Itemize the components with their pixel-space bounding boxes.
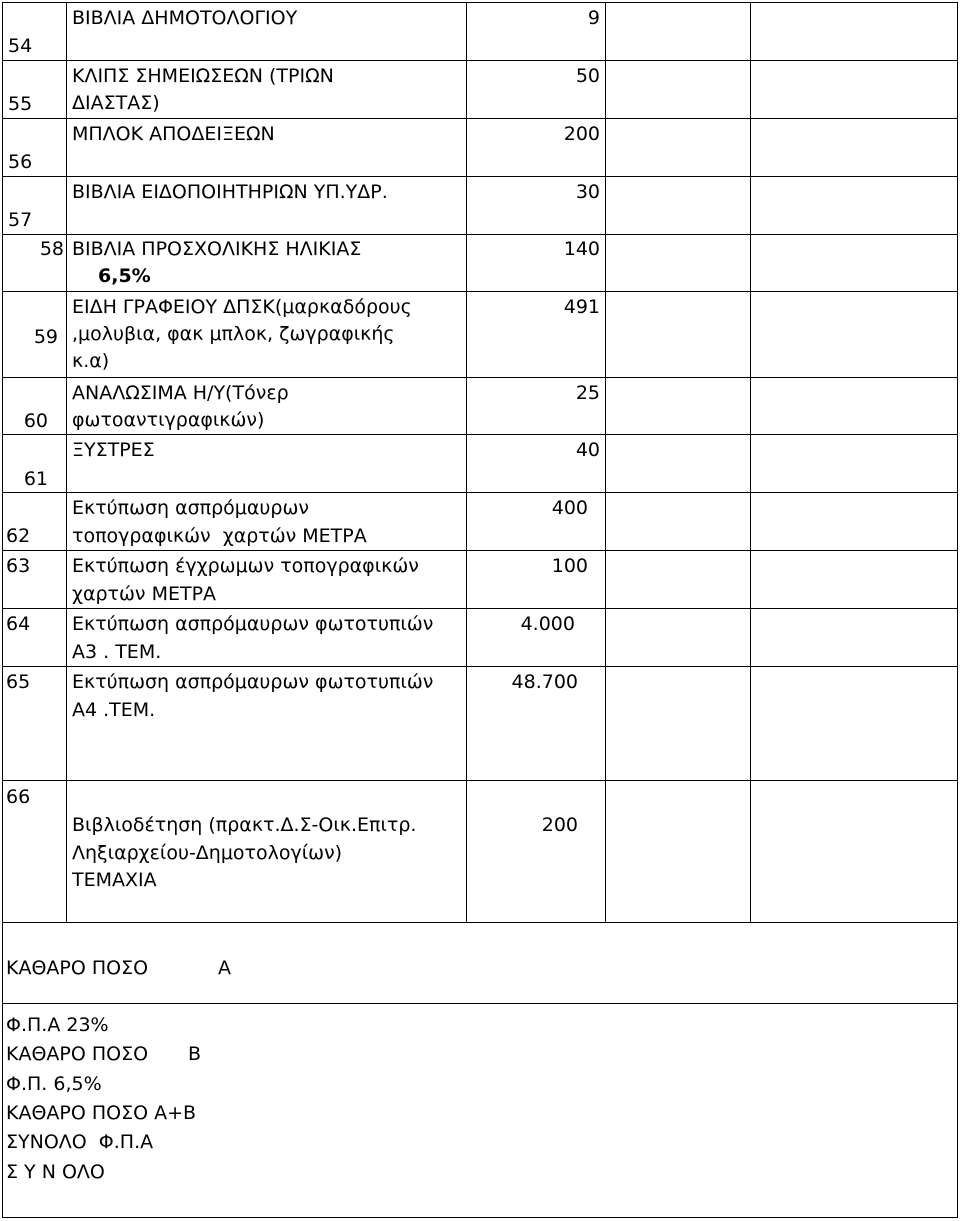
row-description: ΔΙΑΣΤΑΣ)	[72, 92, 160, 114]
row-description: ΤΕΜΑΧΙΑ	[72, 869, 157, 891]
row-quantity: 400	[551, 497, 588, 519]
border-bottom	[2, 1217, 958, 1218]
row-quantity: 491	[563, 296, 600, 318]
row-number: 65	[6, 671, 31, 693]
row-description: Εκτύπωση έγχρωμων τοπογραφικών	[72, 555, 419, 577]
row-number: 54	[8, 35, 33, 57]
row-description: ΑΝΑΛΩΣΙΜΑ Η/Υ(Τόνερ	[72, 382, 289, 404]
vat-23-label: Φ.Π.Α 23%	[6, 1014, 109, 1036]
row-divider	[2, 666, 958, 667]
row-quantity: 40	[575, 439, 600, 461]
row-number: 61	[23, 468, 48, 490]
row-divider	[2, 550, 958, 551]
row-quantity: 100	[551, 555, 588, 577]
vat-total-label: ΣΥΝΟΛΟ Φ.Π.Α	[6, 1131, 154, 1153]
row-quantity: 9	[587, 7, 600, 29]
row-divider	[2, 780, 958, 781]
row-number: 66	[6, 786, 31, 808]
row-divider	[2, 291, 958, 292]
vat-rate-subheader: 6,5%	[98, 265, 151, 287]
row-quantity: 140	[563, 238, 600, 260]
row-number: 64	[6, 613, 31, 635]
row-divider	[2, 434, 958, 435]
border-top	[2, 2, 958, 3]
row-divider	[2, 60, 958, 61]
row-number: 59	[33, 326, 58, 348]
row-description: ΒΙΒΛΙΑ ΔΗΜΟΤΟΛΟΓΙΟΥ	[72, 7, 298, 29]
row-quantity: 200	[541, 814, 578, 836]
row-divider	[2, 492, 958, 493]
row-description: χαρτών ΜΕΤΡΑ	[72, 583, 217, 605]
row-divider	[2, 922, 958, 923]
row-description: ΒΙΒΛΙΑ ΠΡΟΣΧΟΛΙΚΗΣ ΗΛΙΚΙΑΣ	[72, 238, 362, 260]
row-description: Α3 . ΤΕΜ.	[72, 641, 162, 663]
row-number: 57	[8, 209, 33, 231]
row-description: Εκτύπωση ασπρόμαυρων φωτοτυπιών	[72, 671, 434, 693]
border-right	[957, 2, 958, 1218]
row-number: 56	[8, 151, 33, 173]
col-divider-3	[605, 2, 606, 923]
net-amount-a-letter: Α	[218, 957, 231, 979]
row-divider	[2, 176, 958, 177]
row-quantity: 4.000	[520, 613, 575, 635]
col-divider-2	[466, 2, 467, 923]
row-divider	[2, 118, 958, 119]
row-quantity: 48.700	[511, 671, 578, 693]
row-quantity: 50	[575, 65, 600, 87]
row-divider	[2, 234, 958, 235]
row-description: Εκτύπωση ασπρόμαυρων	[72, 497, 309, 519]
row-divider	[2, 377, 958, 378]
row-number: 58	[39, 238, 64, 260]
row-quantity: 25	[575, 382, 600, 404]
row-description: ΜΠΛΟΚ ΑΠΟΔΕΙΞΕΩΝ	[72, 123, 275, 145]
vat-6-5-label: Φ.Π. 6,5%	[6, 1073, 102, 1095]
net-amount-a-label: ΚΑΘΑΡΟ ΠΟΣΟ	[6, 957, 149, 979]
border-left	[2, 2, 3, 1218]
row-description: ΞΥΣΤΡΕΣ	[72, 439, 155, 461]
row-description: Βιβλιοδέτηση (πρακτ.Δ.Σ-Οικ.Επιτρ.	[72, 814, 417, 836]
row-description: τοπογραφικών χαρτών ΜΕΤΡΑ	[72, 525, 367, 547]
col-divider-4	[750, 2, 751, 923]
row-number: 55	[8, 93, 33, 115]
row-divider	[2, 608, 958, 609]
row-number: 62	[6, 525, 31, 547]
grand-total-label: Σ Υ Ν ΟΛΟ	[6, 1161, 105, 1183]
row-divider	[2, 1003, 958, 1004]
net-amount-ab-label: ΚΑΘΑΡΟ ΠΟΣΟ Α+Β	[6, 1102, 197, 1124]
row-description: ΕΙΔΗ ΓΡΑΦΕΙΟΥ ΔΠΣΚ(μαρκαδόρους	[72, 296, 412, 318]
col-divider-1	[66, 2, 67, 923]
net-amount-b-label: ΚΑΘΑΡΟ ΠΟΣΟ	[6, 1043, 149, 1065]
row-number: 63	[6, 555, 31, 577]
row-description: Εκτύπωση ασπρόμαυρων φωτοτυπιών	[72, 613, 434, 635]
row-description: Α4 .ΤΕΜ.	[72, 699, 156, 721]
row-description: φωτοαντιγραφικών)	[72, 409, 265, 431]
net-amount-b-letter: Β	[188, 1043, 202, 1065]
row-description: Ληξιαρχείου-Δημοτολογίων)	[72, 842, 343, 864]
row-number: 60	[23, 410, 48, 432]
row-description: κ.α)	[72, 350, 110, 372]
row-description: ΚΛΙΠΣ ΣΗΜΕΙΩΣΕΩΝ (ΤΡΙΩΝ	[72, 65, 334, 87]
row-quantity: 200	[563, 123, 600, 145]
row-description: ,μολυβια, φακ μπλοκ, ζωγραφικής	[72, 323, 395, 345]
row-quantity: 30	[575, 181, 600, 203]
row-description: ΒΙΒΛΙΑ ΕΙΔΟΠΟΙΗΤΗΡΙΩΝ ΥΠ.ΥΔΡ.	[72, 181, 388, 203]
